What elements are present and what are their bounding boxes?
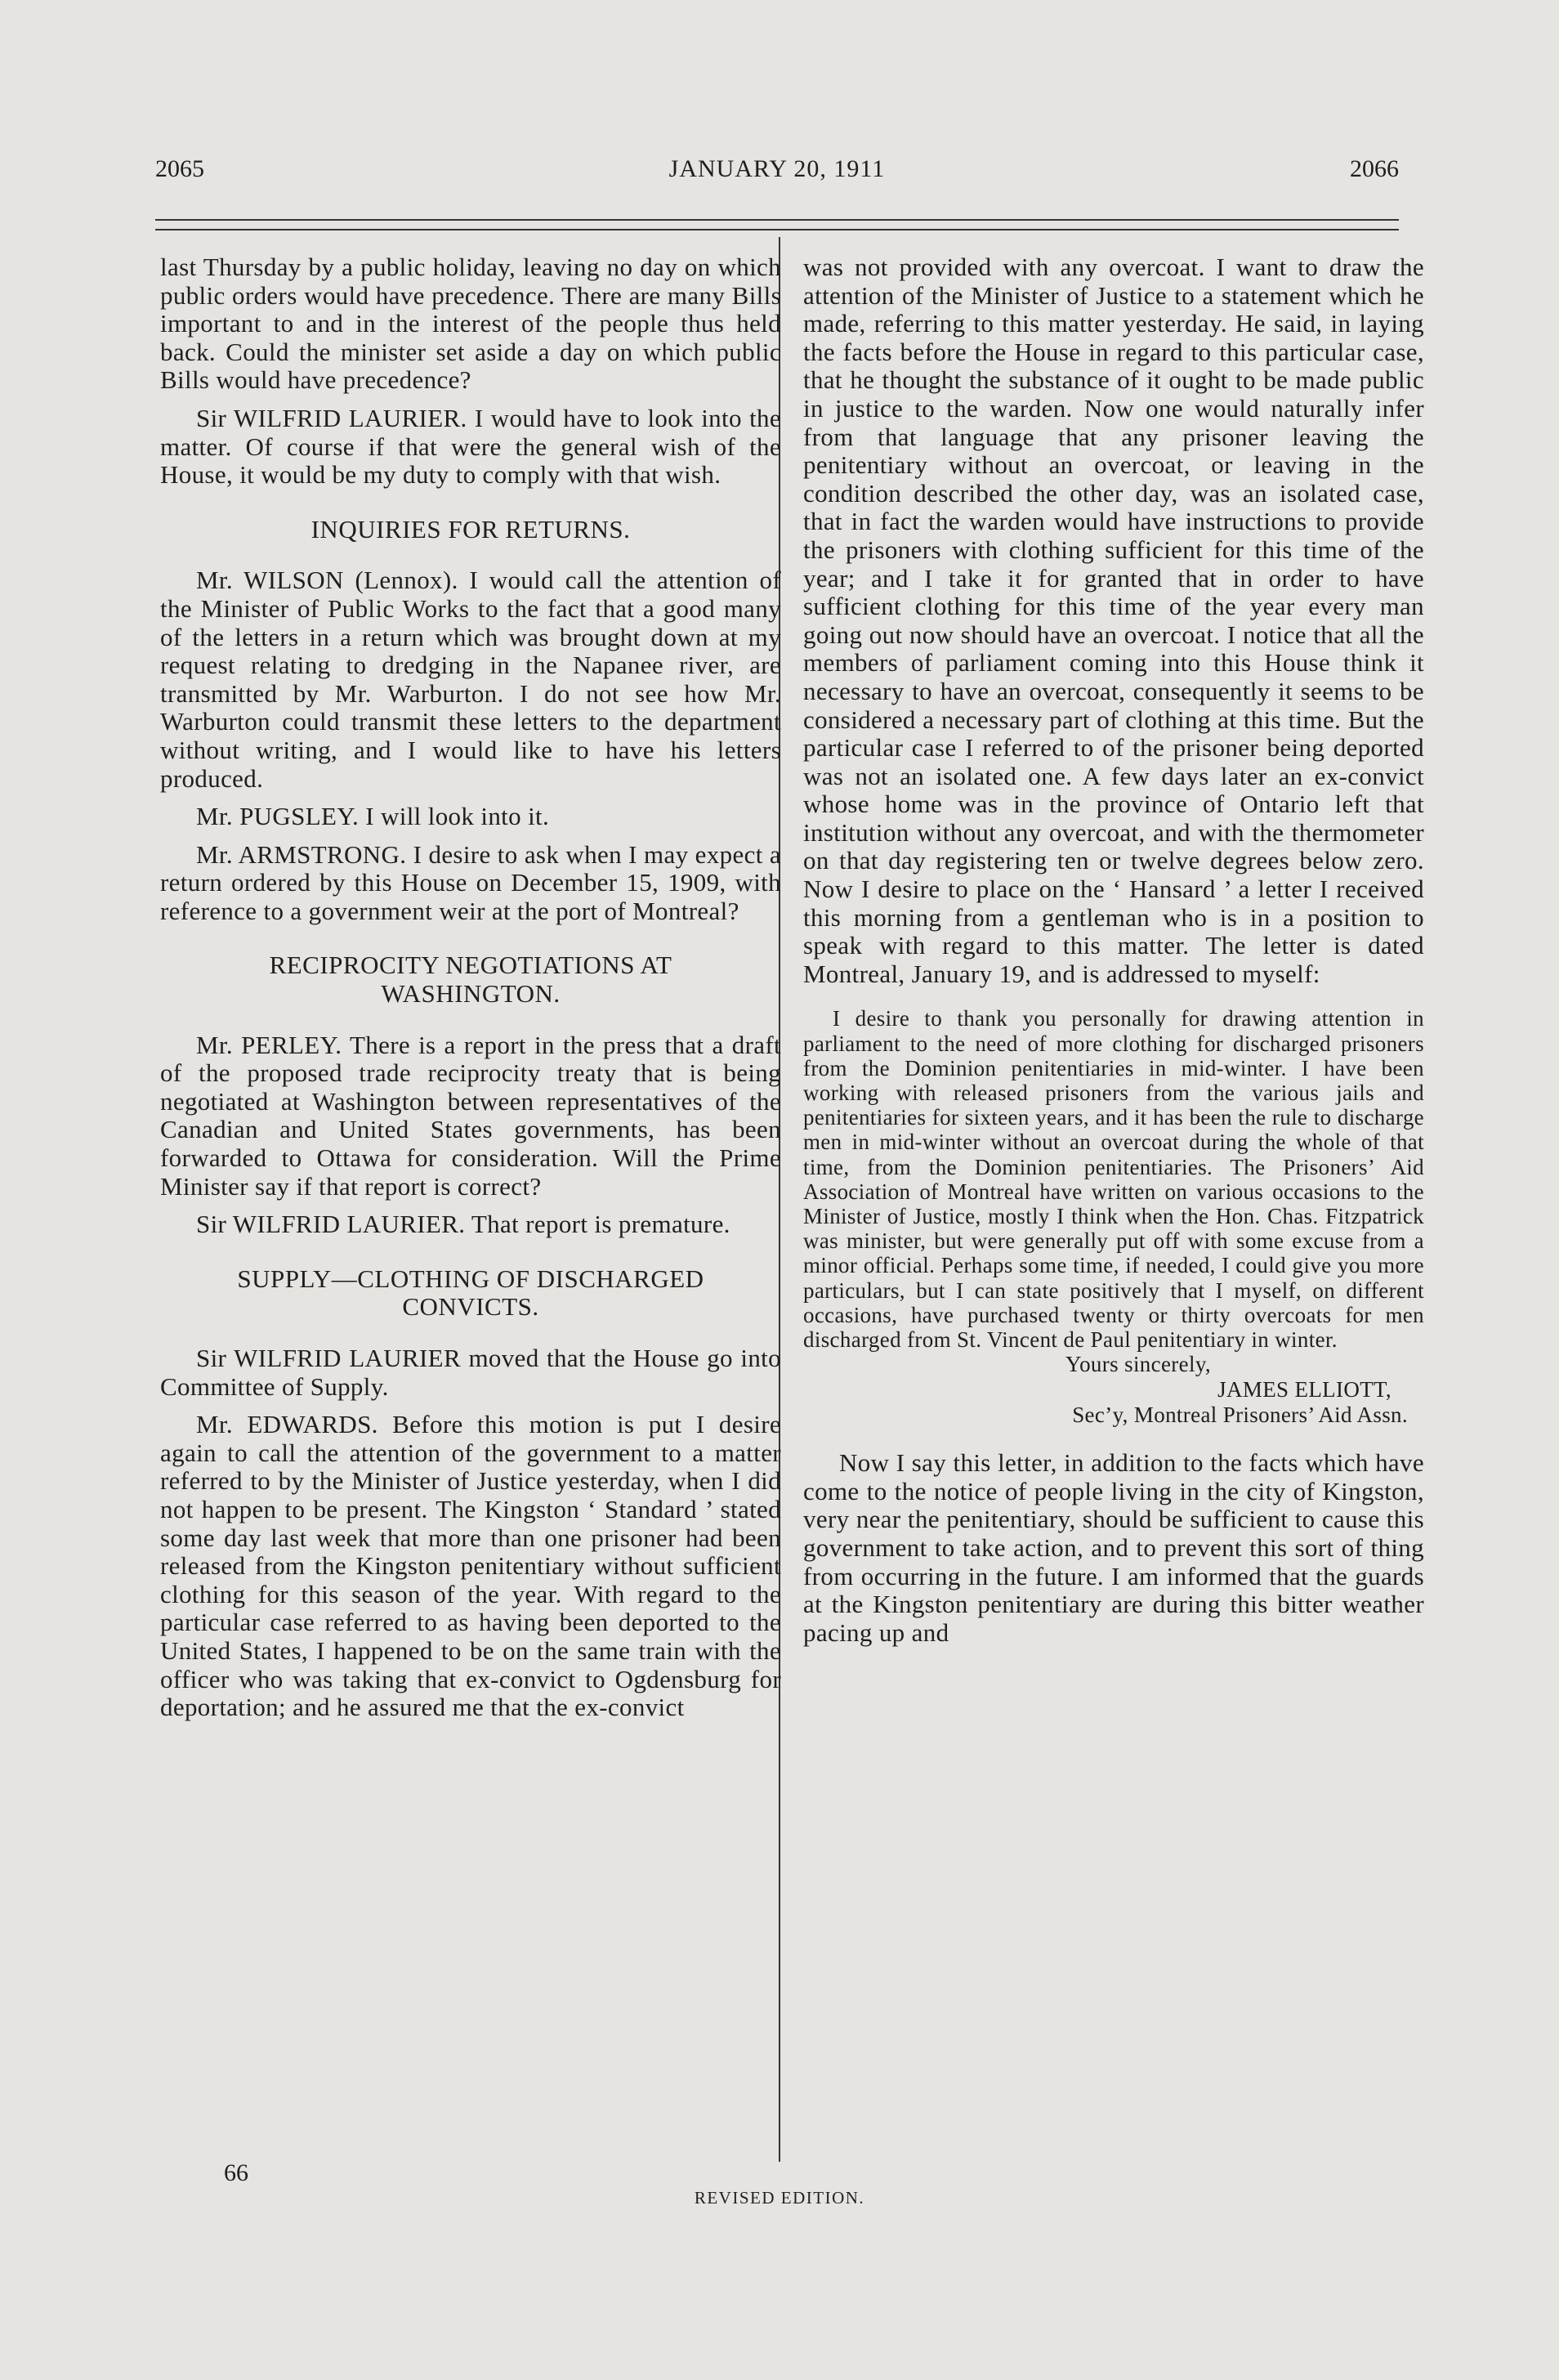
edition-footer: REVISED EDITION.: [694, 2188, 865, 2208]
paragraph: Now I say this letter, in addition to the facts which have come to the notice of people living in the city of Kingston, very near the penitentiary, should be sufficient to cause this government to take action, and to prevent this sort of thing from occurring in the future. I am informed that the guards at the Kingston penitentiary are during this bitter weather pacing up and: [803, 1448, 1424, 1647]
section-heading: INQUIRIES FOR RETURNS.: [310, 514, 631, 544]
paragraph: Mr. EDWARDS. Before this motion is put I desire again to call the attention of the government to a matter referred to by the Minister of Justice yesterday, when I did not happen to be present. The Kingston ‘ Standard ’ stated some day last week that more than one prisoner had been released from the Kingston penitentiary without sufficient clothing for this season of the year. With regard to the particular case referred to as having been deported to the United States, I happened to be on the same train with the officer who was taking that ex-convict to Ogdensburg for deportation; and he assured me that the ex-convict: [160, 1410, 781, 1722]
paragraph: Sir WILFRID LAURIER. That report is premature.: [196, 1210, 730, 1239]
letter-body: I desire to thank you personally for drawing attention in parliament to the need of more clothing for discharged prisoners from the Dominion penitentiaries in mid-winter. I have been working with released prisoners from the various jails and penitentiaries for sixteen years, and it has been the rule to discharge men in mid-winter without an overcoat during the whole of that time, from the Dominion penitentiaries. The Prisoners’ Aid Association of Montreal have written on various occasions to the Minister of Justice, mostly I think when the Hon. Chas. Fitzpatrick was minister, but were generally put off with some excuse from a minor official. Perhaps some time, if needed, I could give you more particulars, but I can state positively that I myself, on different occasions, have purchased twenty or thirty overcoats for men discharged from St. Vincent de Paul penitentiary in winter.: [803, 1006, 1424, 1353]
paragraph: last Thursday by a public holiday, leaving no day on which public orders would have precedence. There are many Bills important to and in the interest of the people thus held back. Could the minister set aside a day on which public Bills would have precedence?: [160, 253, 781, 395]
section-heading: SUPPLY—CLOTHING OF DISCHARGED CONVICTS.: [237, 1264, 704, 1322]
paragraph: Mr. ARMSTRONG. I desire to ask when I may expect a return ordered by this House on December 15, 1909, with reference to a government weir at the port of Montreal?: [160, 839, 781, 925]
quoted-letter: [803, 1006, 1424, 1352]
signature-folio: 66: [224, 2159, 248, 2186]
header-rule-bottom: [155, 229, 1399, 230]
letter-signer-title: Sec’y, Montreal Prisoners’ Aid Assn.: [1072, 1402, 1408, 1428]
right-column: [803, 253, 1424, 2158]
section-heading: RECIPROCITY NEGOTIATIONS AT WASHINGTON.: [269, 951, 672, 1009]
paragraph: was not provided with any overcoat. I want to draw the attention of the Minister of Justice to a statement which he made, referring to this matter yesterday. He said, in laying the facts before the House in regard to this particular case, that he thought the substance of it ought to be made public in justice to the warden. Now one would naturally infer from that language that any prisoner leaving the penitentiary without an overcoat, or leaving in the condition described the other day, was an isolated case, that in fact the warden would have instructions to provide the prisoners with clothing sufficient for this time of the year; and I take it for granted that in order to have sufficient clothing for this time of the year every man going out now should have an overcoat. I notice that all the members of parliament coming into this House think it necessary to have an overcoat, consequently it seems to be considered a necessary part of clothing at this time. But the particular case I referred to of the prisoner being deported was not an isolated one. A few days later an ex-convict whose home was in the province of Ontario left that institution without any overcoat, and with the thermometer on that day registering ten or twelve degrees below zero. Now I desire to place on the ‘ Hansard ’ a letter I received this morning from a gentleman who is in a position to speak with regard to this matter. The letter is dated Montreal, January 19, and is addressed to myself:: [803, 253, 1424, 988]
left-page-number: 2065: [155, 155, 204, 182]
left-column: [160, 253, 781, 2158]
running-header: [155, 155, 1399, 196]
letter-signoff: Yours sincerely,: [1065, 1352, 1212, 1377]
paragraph: Mr. WILSON (Lennox). I would call the attention of the Minister of Public Works to the fact that a good many of the letters in a return which was brought down at my request relating to dredging in the Napanee river, are transmitted by Mr. Warburton. I do not see how Mr. Warburton could transmit these letters to the department without writing, and I would like to have his letters produced.: [160, 566, 781, 793]
paragraph: Mr. PERLEY. There is a report in the press that a draft of the proposed trade reciprocity treaty that is being negotiated at Washington between representatives of the Canadian and United States governments, has been forwarded to Ottawa for consideration. Will the Prime Minister say if that report is correct?: [160, 1030, 781, 1201]
header-rule-top: [155, 219, 1399, 221]
letter-signer: JAMES ELLIOTT,: [1217, 1377, 1391, 1402]
paragraph: Sir WILFRID LAURIER moved that the House go into Committee of Supply.: [160, 1344, 781, 1401]
header-date: JANUARY 20, 1911: [668, 155, 886, 182]
paragraph: Mr. PUGSLEY. I will look into it.: [196, 802, 550, 831]
right-page-number: 2066: [1350, 155, 1399, 182]
paragraph: Sir WILFRID LAURIER. I would have to look into the matter. Of course if that were the general wish of the House, it would be my duty to comply with that wish.: [160, 403, 781, 490]
